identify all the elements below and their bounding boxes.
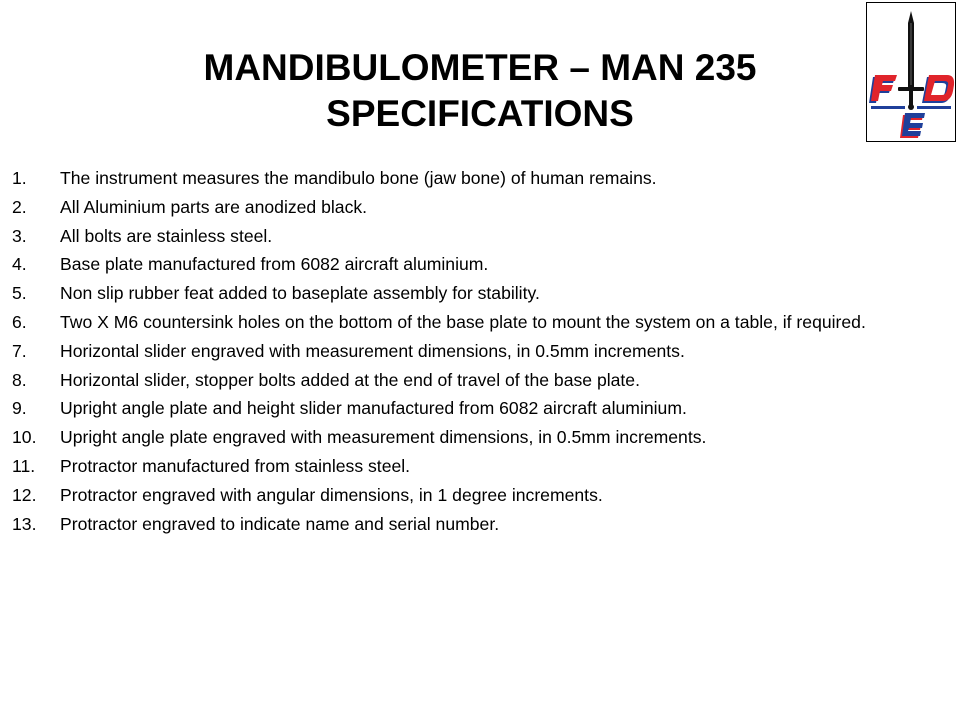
specification-number: 6.	[12, 311, 27, 332]
specification-item	[12, 164, 942, 193]
specification-text: Horizontal slider, stopper bolts added at the end of travel of the base plate.	[60, 369, 640, 390]
specification-number: 10.	[12, 427, 37, 448]
company-logo	[866, 2, 956, 142]
title-line-2: SPECIFICATIONS	[326, 92, 634, 134]
specification-text: Horizontal slider engraved with measurement dimensions, in 0.5mm increments.	[60, 340, 685, 361]
specification-text: Upright angle plate engraved with measurement dimensions, in 0.5mm increments.	[60, 427, 707, 448]
specification-text: Protractor engraved to indicate name and serial number.	[60, 513, 500, 534]
specification-item	[12, 510, 942, 539]
specification-number: 4.	[12, 254, 27, 275]
title-line-1: MANDIBULOMETER – MAN 235	[203, 46, 757, 88]
fdc-sword-logo-icon	[867, 3, 955, 141]
specification-text: Base plate manufactured from 6082 aircraft aluminium.	[60, 254, 489, 275]
specification-item	[12, 250, 942, 279]
slide-title	[120, 45, 840, 137]
specification-text: Two X M6 countersink holes on the bottom of the base plate to mount the system on a table, if required.	[60, 311, 866, 332]
specification-item	[12, 423, 942, 452]
specification-item	[12, 394, 942, 423]
specification-item	[12, 193, 942, 222]
specification-number: 5.	[12, 283, 27, 304]
specification-number: 2.	[12, 196, 27, 217]
specification-text: All Aluminium parts are anodized black.	[60, 196, 368, 217]
specification-number: 8.	[12, 369, 27, 390]
specification-item	[12, 308, 942, 337]
specification-list	[12, 164, 942, 538]
specification-item	[12, 337, 942, 366]
specification-number: 9.	[12, 398, 27, 419]
specification-text: All bolts are stainless steel.	[60, 225, 273, 246]
specification-number: 13.	[12, 513, 37, 534]
specification-text: Protractor engraved with angular dimensions, in 1 degree increments.	[60, 484, 603, 505]
specification-text: Protractor manufactured from stainless steel.	[60, 455, 411, 476]
specification-number: 3.	[12, 225, 27, 246]
specification-item	[12, 481, 942, 510]
specification-number: 11.	[12, 455, 36, 476]
specification-text: Upright angle plate and height slider manufactured from 6082 aircraft aluminium.	[60, 398, 687, 419]
specification-item	[12, 452, 942, 481]
specification-number: 1.	[12, 168, 27, 188]
specification-number: 12.	[12, 484, 37, 505]
specification-text: Non slip rubber feat added to baseplate assembly for stability.	[60, 283, 540, 304]
specification-text: The instrument measures the mandibulo bone (jaw bone) of human remains.	[60, 168, 657, 188]
specification-item	[12, 366, 942, 395]
specification-item	[12, 279, 942, 308]
specification-item	[12, 222, 942, 251]
specification-number: 7.	[12, 340, 27, 361]
